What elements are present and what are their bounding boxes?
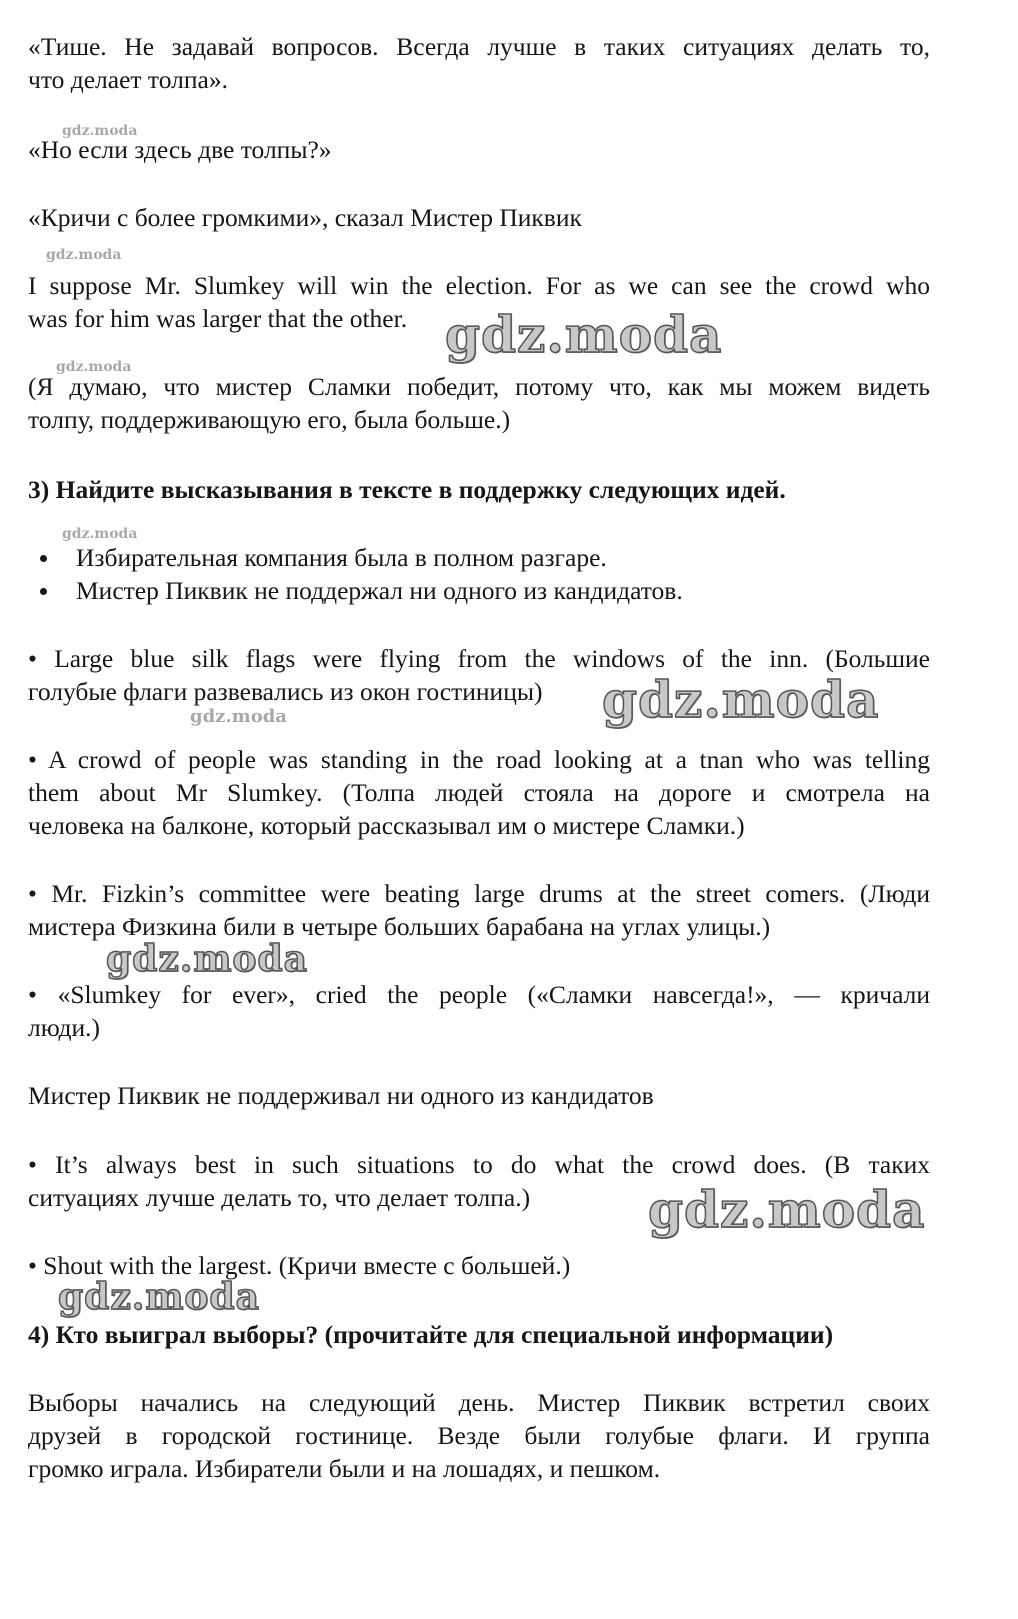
paragraph-shout-largest: • Shout with the largest. (Кричи вместе с большей.) [28, 1251, 571, 1280]
text-line: • «Slumkey for ever», cried the people («Сламки навсегда!», — кричали [28, 980, 930, 1009]
paragraph-two-crowds: «Но если здесь две толпы?» [28, 135, 332, 164]
text-line: was for him was larger that the other. [28, 304, 408, 333]
text-line: громко играла. Избиратели были и на лошадях, и пешком. [28, 1454, 661, 1483]
text-line: «Тише. Не задавай вопросов. Всегда лучше в таких ситуациях делать то, [28, 32, 930, 61]
paragraph-quiet [28, 30, 930, 96]
paragraph-slumkey-forever [28, 978, 930, 1044]
paragraph-drums [28, 877, 930, 943]
text-line: мистера Физкина били в четыре больших барабана на углах улицы.) [28, 912, 771, 941]
watermark-logo: gdz.moda [106, 938, 308, 980]
watermark-logo: gdz.moda [445, 305, 723, 364]
text-line: them about Mr Slumkey. (Толпа людей стояла на дороге и смотрела на [28, 778, 930, 807]
bullet-icon [40, 588, 47, 595]
list-item: Мистер Пиквик не поддержал ни одного из кандидатов. [28, 574, 930, 607]
watermark-logo: gdz.moda [62, 526, 138, 542]
text-line: толпу, поддерживающую его, была больше.) [28, 405, 511, 434]
watermark-logo: gdz.moda [190, 706, 287, 727]
paragraph-suppose-russian [28, 370, 930, 436]
text-line: Выборы начались на следующий день. Мистер Пиквик встретил своих [28, 1388, 930, 1417]
text-line: (Я думаю, что мистер Сламки победит, потому что, как мы можем видеть [28, 372, 930, 401]
list-item: Избирательная компания была в полном разгаре. [28, 541, 930, 574]
paragraph-shout: «Кричи с более громкими», сказал Мистер Пиквик [28, 203, 582, 232]
text-line: • Large blue silk flags were flying from the windows of the inn. (Большие [28, 644, 930, 673]
text-line: люди.) [28, 1013, 100, 1042]
text-line: • A crowd of people was standing in the road looking at a tnan who was telling [28, 745, 930, 774]
text-line: человека на балконе, который рассказывал им о мистере Сламки.) [28, 811, 745, 840]
heading-task-3: 3) Найдите высказывания в тексте в поддержку следующих идей. [28, 475, 786, 504]
paragraph-pickwick-no-support: Мистер Пиквик не поддерживал ни одного из кандидатов [28, 1081, 654, 1110]
text-line: • It’s always best in such situations to do what the crowd does. (В таких [28, 1150, 930, 1179]
watermark-logo: gdz.moda [62, 123, 138, 139]
text-line: ситуациях лучше делать то, что делает толпа.) [28, 1183, 531, 1212]
paragraph-crowd-road [28, 743, 930, 842]
paragraph-elections-began [28, 1386, 930, 1485]
watermark-logo: gdz.moda [602, 670, 880, 729]
bullet-icon [40, 555, 47, 562]
text-line: что делает толпа». [28, 65, 228, 94]
text-line: I suppose Mr. Slumkey will win the election. For as we can see the crowd who [28, 271, 930, 300]
watermark-logo: gdz.moda [46, 247, 122, 263]
ideas-bullet-list [28, 541, 930, 607]
watermark-logo: gdz.moda [58, 1276, 260, 1318]
watermark-logo: gdz.moda [648, 1180, 926, 1239]
text-line: голубые флаги развевались из окон гостиницы) [28, 677, 543, 706]
text-line: • Mr. Fizkin’s committee were beating large drums at the street comers. (Люди [28, 879, 930, 908]
text-line: друзей в городской гостинице. Везде были голубые флаги. И группа [28, 1421, 930, 1450]
heading-task-4: 4) Кто выиграл выборы? (прочитайте для специальной информации) [28, 1320, 834, 1349]
watermark-logo: gdz.moda [56, 359, 132, 375]
